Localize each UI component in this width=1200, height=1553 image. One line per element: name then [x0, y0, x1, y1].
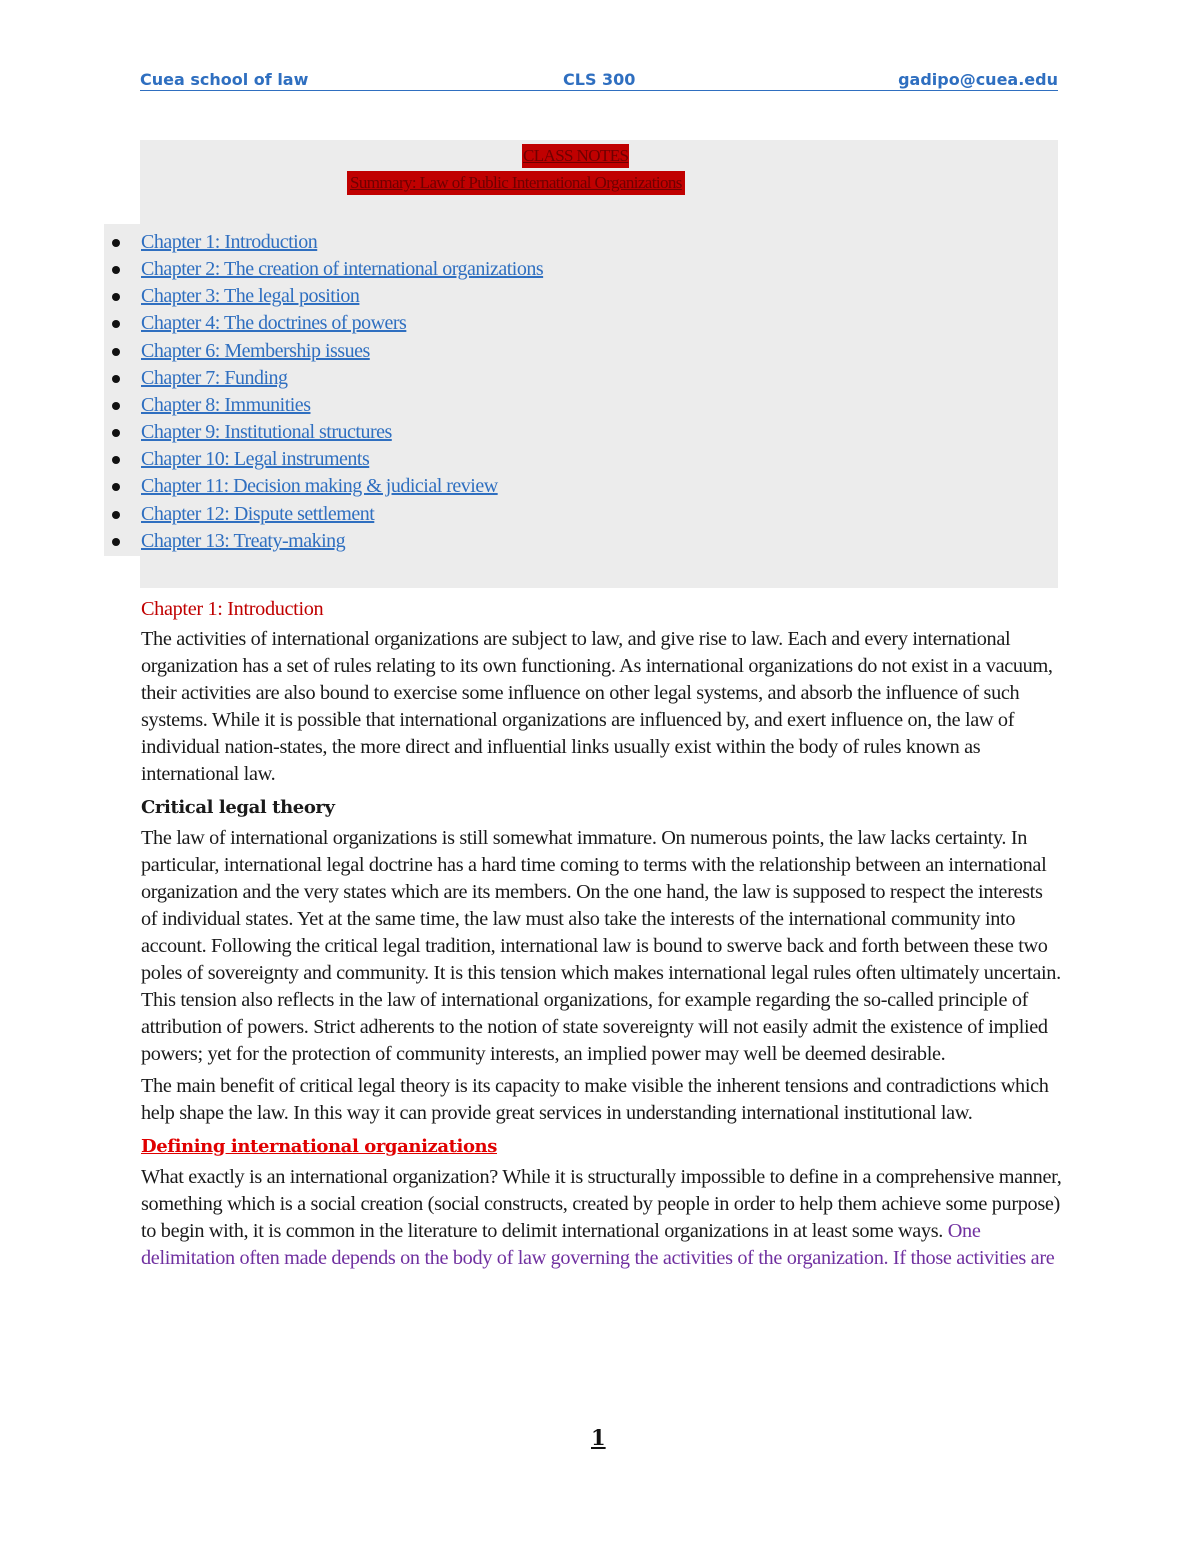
- bullet-icon: [112, 293, 120, 301]
- defining-heading: Defining international organizations: [141, 1136, 497, 1157]
- toc-link-chapter-13[interactable]: Chapter 13: Treaty-making: [141, 530, 346, 552]
- bullet-icon: [112, 375, 120, 383]
- bullet-icon: [112, 511, 120, 519]
- page-header: [140, 70, 1058, 91]
- bullet-icon: [112, 348, 120, 356]
- toc-link-chapter-11[interactable]: Chapter 11: Decision making & judicial review: [141, 475, 498, 497]
- critical-legal-theory-heading: Critical legal theory: [141, 797, 335, 818]
- bullet-icon: [112, 538, 120, 546]
- document-body: [141, 596, 1063, 1272]
- toc-link-chapter-6[interactable]: Chapter 6: Membership issues: [141, 340, 370, 362]
- class-notes-title: CLASS NOTES: [522, 144, 629, 168]
- critical-benefit-paragraph: The main benefit of critical legal theory is its capacity to make visible the inherent tensions and contradictions which help shape the law. In this way it can provide great services in understanding international institutional law.: [141, 1075, 1049, 1124]
- critical-paragraph: The law of international organizations is still somewhat immature. On numerous points, the law lacks certainty. In particular, international legal doctrine has a hard time coming to terms with the relationship between an international organization and the very states which are its members. On the one hand, the law is supposed to respect the interests of individual states. Yet at the same time, the law must also take the interests of the international community into account. Following the critical legal tradition, international law is bound to swerve back and forth between these two poles of sovereignty and community. It is this tension which makes international legal rules often ultimately uncertain. This tension also reflects in the law of international organizations, for example regarding the so-called principle of attribution of powers. Strict adherents to the notion of state sovereignty will not easily admit the existence of implied powers; yet for the protection of community interests, an implied power may well be deemed desirable.: [141, 827, 1061, 1065]
- intro-paragraph: The activities of international organizations are subject to law, and give rise to law. Each and every international organization has a set of rules relating to its own functioning. As international organizations do not exist in a vacuum, their activities are also bound to exercise some influence on other legal systems, and absorb the influence of such systems. While it is possible that international organizations are influenced by, and exert influence on, the law of individual nation-states, the more direct and influential links usually exist within the body of rules known as international law.: [141, 628, 1053, 785]
- toc-link-chapter-8[interactable]: Chapter 8: Immunities: [141, 394, 311, 416]
- toc-link-chapter-1[interactable]: Chapter 1: Introduction: [141, 231, 318, 253]
- defining-text: What exactly is an international organization? While it is structurally impossible to define in a comprehensive manner, something which is a social creation (social constructs, created by people in order to help them achieve some purpose) to begin with, it is common in the literature to delimit international organizations in at least some ways.: [141, 1166, 1062, 1242]
- toc-link-chapter-12[interactable]: Chapter 12: Dispute settlement: [141, 503, 375, 525]
- header-school: Cuea school of law: [140, 70, 309, 89]
- chapter-heading: Chapter 1: Introduction: [141, 598, 324, 620]
- summary-title: Summary: Law of Public International Organizations: [347, 171, 685, 195]
- bullet-icon: [112, 483, 120, 491]
- header-email: gadipo@cuea.edu: [898, 70, 1058, 89]
- defining-paragraph: [141, 1164, 1063, 1272]
- page-number: 1: [591, 1425, 606, 1450]
- toc-link-chapter-9[interactable]: Chapter 9: Institutional structures: [141, 421, 392, 443]
- toc-link-chapter-4[interactable]: Chapter 4: The doctrines of powers: [141, 312, 407, 334]
- bullet-icon: [112, 320, 120, 328]
- bullet-icon: [112, 239, 120, 247]
- header-course: CLS 300: [563, 70, 636, 89]
- toc-link-chapter-2[interactable]: Chapter 2: The creation of international organizations: [141, 258, 544, 280]
- defining-purple-text: One delimitation often made depends on the body of law governing the activities of the organization. If those activities are: [141, 1220, 1055, 1269]
- toc-link-chapter-7[interactable]: Chapter 7: Funding: [141, 367, 288, 389]
- toc-link-chapter-3[interactable]: Chapter 3: The legal position: [141, 285, 360, 307]
- bullet-icon: [112, 402, 120, 410]
- toc-link-chapter-10[interactable]: Chapter 10: Legal instruments: [141, 448, 370, 470]
- bullet-icon: [112, 456, 120, 464]
- toc-tab-shading: [104, 224, 144, 556]
- bullet-icon: [112, 429, 120, 437]
- bullet-icon: [112, 266, 120, 274]
